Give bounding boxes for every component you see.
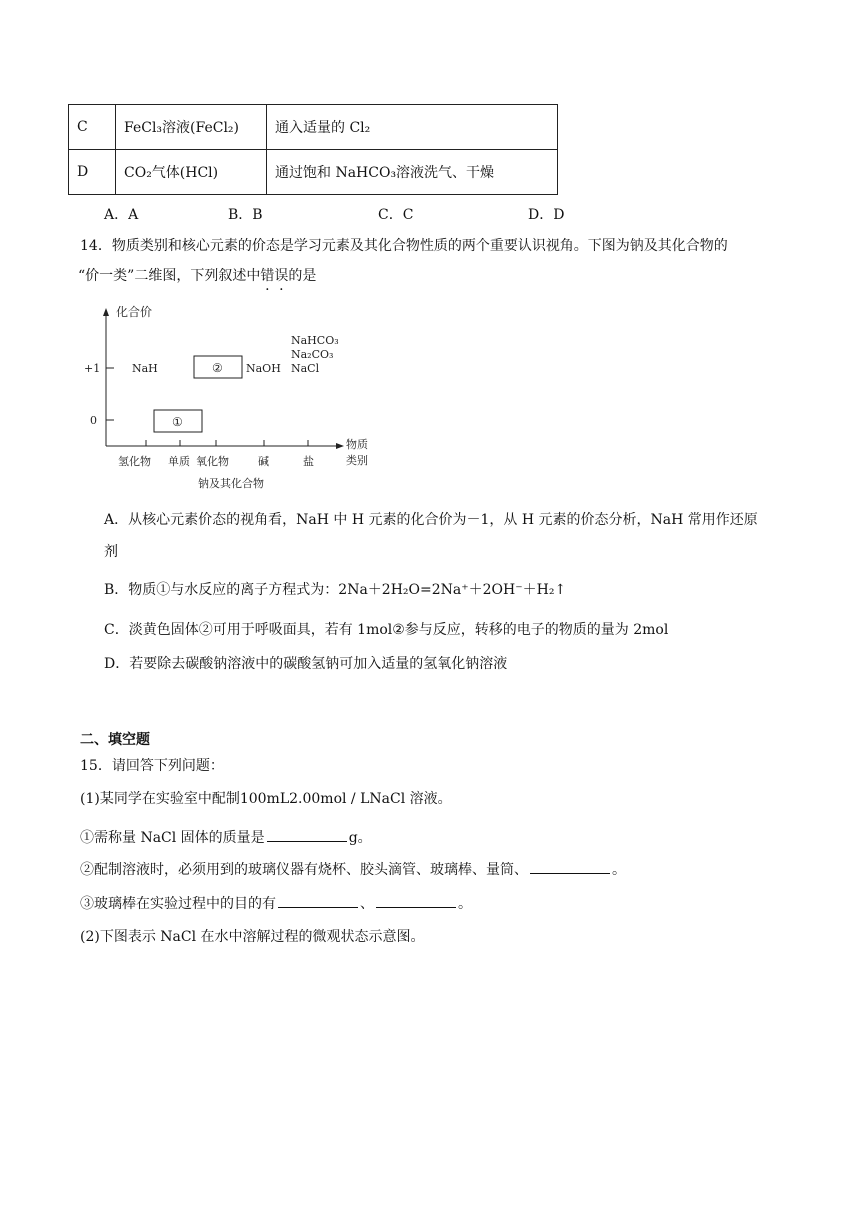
question-15-sub2 bbox=[80, 858, 626, 880]
label-salt: Na₂CO₃ bbox=[291, 348, 334, 361]
option-a-line2: 剂 bbox=[104, 544, 118, 560]
label-naoh: NaOH bbox=[246, 362, 281, 375]
question-14-stem-line2 bbox=[78, 266, 316, 286]
row-substance: FeCl₃溶液(FeCl₂) bbox=[116, 105, 267, 150]
stem-pre: “价一类”二维图，下列叙述中 bbox=[78, 268, 261, 284]
question-14-stem-line1: 14．物质类别和核心元素的价态是学习元素及其化合物性质的两个重要认识视角。下图为钠及其化合物的 bbox=[80, 238, 728, 254]
emphasis-char: 错 bbox=[260, 268, 275, 284]
sub3-sep: 、 bbox=[360, 896, 374, 912]
box-1-label: ① bbox=[172, 415, 183, 429]
x-tick-label: 单质 bbox=[168, 455, 190, 468]
figure-caption: 钠及其化合物 bbox=[198, 477, 264, 490]
choice-c: C．C bbox=[378, 207, 414, 223]
row-method: 通过饱和 NaHCO₃溶液洗气、干燥 bbox=[267, 150, 558, 195]
y-tick-label: 0 bbox=[90, 414, 97, 427]
x-axis-label: 物质 bbox=[346, 438, 368, 451]
x-tick-label: 氢化物 bbox=[118, 455, 151, 468]
options-table bbox=[68, 104, 558, 195]
sub2-end: 。 bbox=[612, 862, 626, 878]
x-axis-arrow bbox=[336, 443, 344, 449]
x-tick-label: 氧化物 bbox=[196, 455, 229, 468]
sub3-text: ③玻璃棒在实验过程中的目的有 bbox=[80, 896, 276, 912]
sub1-text: ①需称量 NaCl 固体的质量是 bbox=[80, 830, 265, 846]
box-2-label: ② bbox=[212, 361, 223, 375]
row-substance: CO₂气体(HCl) bbox=[116, 150, 267, 195]
label-nah: NaH bbox=[132, 362, 158, 375]
section-heading: 二、填空题 bbox=[80, 732, 150, 748]
y-tick-label: +1 bbox=[84, 362, 101, 375]
answer-blank[interactable] bbox=[530, 858, 610, 874]
question-15-sub1 bbox=[80, 826, 372, 848]
choice-a: A．A bbox=[104, 207, 139, 223]
table-row bbox=[69, 105, 558, 150]
choice-b: B．B bbox=[228, 207, 263, 223]
emphasis-char: 误 bbox=[274, 268, 289, 284]
option-b-equation: 2Na＋2H₂O=2Na⁺＋2OH⁻＋H₂↑ bbox=[338, 582, 567, 598]
table-row bbox=[69, 150, 558, 195]
option-c: C．淡黄色固体②可用于呼吸面具，若有 1mol②参与反应，转移的电子的物质的量为 2mol bbox=[104, 622, 669, 638]
question-15-title: 15．请回答下列问题： bbox=[80, 758, 224, 774]
valence-class-diagram bbox=[80, 302, 380, 502]
row-letter: C bbox=[69, 105, 116, 150]
option-d: D．若要除去碳酸钠溶液中的碳酸氢钠可加入适量的氢氧化钠溶液 bbox=[104, 656, 508, 672]
x-axis-label: 类别 bbox=[346, 454, 368, 467]
x-tick-label: 盐 bbox=[303, 455, 314, 468]
stem-post: 的是 bbox=[288, 268, 317, 284]
question-15-sub3 bbox=[80, 892, 472, 914]
option-b bbox=[104, 580, 566, 600]
y-axis-label: 化合价 bbox=[116, 305, 153, 319]
option-a-line1: A．从核心元素价态的视角看，NaH 中 H 元素的化合价为－1，从 H 元素的价态分析，NaH 常用作还原 bbox=[104, 512, 758, 528]
question-15-part2: (2)下图表示 NaCl 在水中溶解过程的微观状态示意图。 bbox=[80, 929, 425, 945]
answer-blank[interactable] bbox=[376, 892, 456, 908]
x-tick-label: 碱 bbox=[258, 455, 269, 468]
sub3-end: 。 bbox=[458, 896, 472, 912]
row-method: 通入适量的 Cl₂ bbox=[267, 105, 558, 150]
choice-d: D．D bbox=[528, 207, 565, 223]
label-salt: NaHCO₃ bbox=[291, 334, 339, 347]
row-letter: D bbox=[69, 150, 116, 195]
sub2-text: ②配制溶液时，必须用到的玻璃仪器有烧杯、胶头滴管、玻璃棒、量筒、 bbox=[80, 862, 528, 878]
option-b-text: B．物质①与水反应的离子方程式为： bbox=[104, 582, 339, 598]
y-axis-arrow bbox=[103, 308, 109, 316]
question-15-part1: (1)某同学在实验室中配制100mL2.00mol / LNaCl 溶液。 bbox=[80, 791, 452, 807]
answer-blank[interactable] bbox=[267, 826, 347, 842]
sub1-unit: g。 bbox=[348, 830, 372, 846]
label-salt: NaCl bbox=[291, 362, 320, 375]
answer-blank[interactable] bbox=[278, 892, 358, 908]
